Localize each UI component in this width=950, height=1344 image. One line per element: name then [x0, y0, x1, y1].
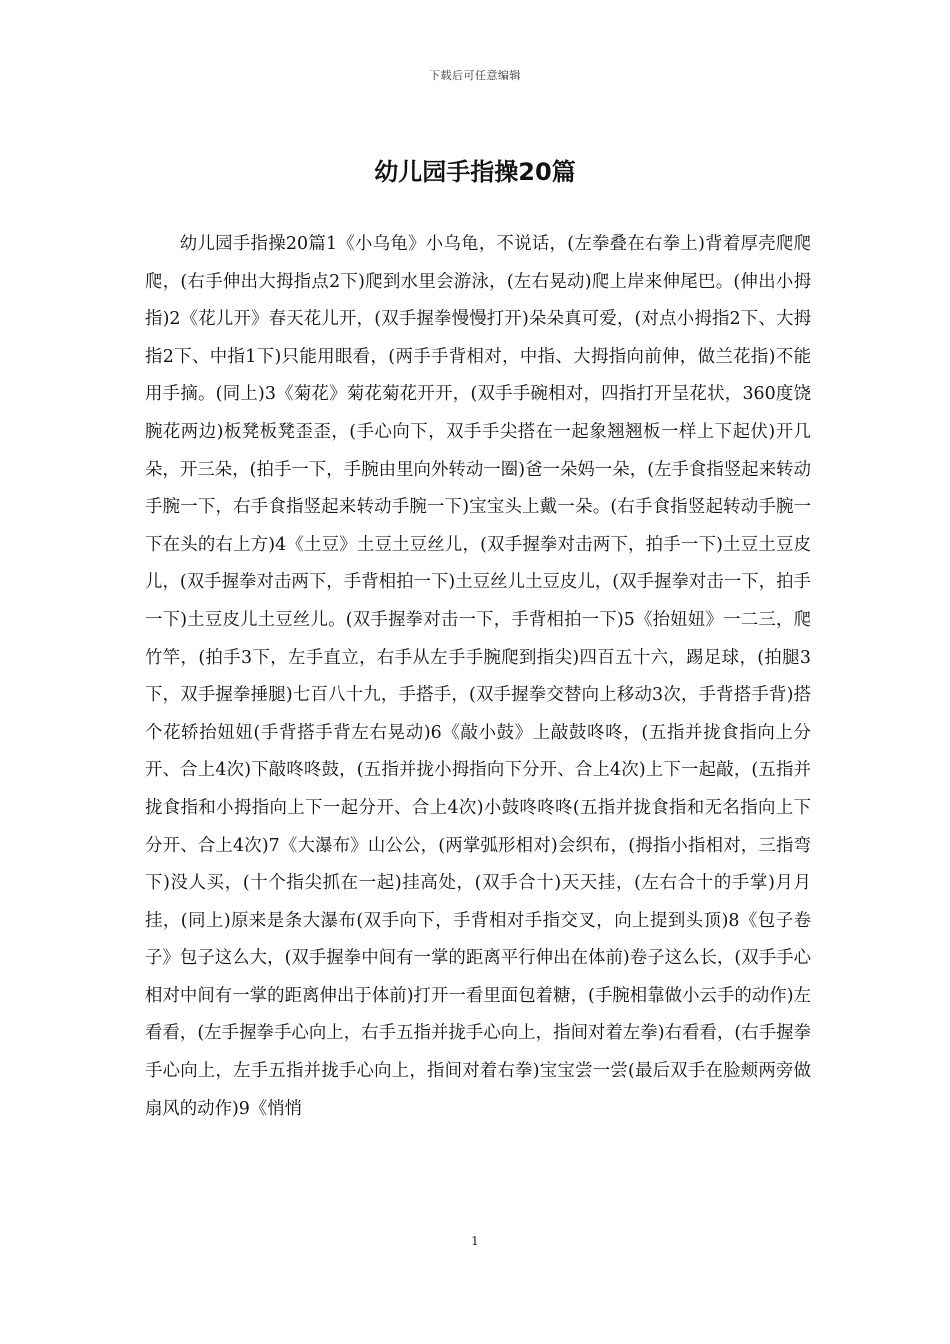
page-number: 1: [471, 1234, 479, 1248]
document-title: 幼儿园手指操20篇: [374, 158, 576, 186]
document-body: 幼儿园手指操20篇1《小乌龟》小乌龟，不说话，(左拳叠在右拳上)背着厚壳爬爬爬，(右手伸出大拇指点2下)爬到水里会游泳，(左右晃动)爬上岸来伸尾巴。(伸出小拇指)2《花儿开》春天花儿开，(双手握拳慢慢打开)朵朵真可爱，(对点小拇指2下、大拇指2下、中指1下)只能用眼看，(两手手背相对，中指、大拇指向前伸，做兰花指)不能用手摘。(同上)3《菊花》菊花菊花开开，(双手手碗相对，四指打开呈花状，360度饶腕花两边)板凳板凳歪歪，(手心向下，双手手尖搭在一起象翘翘板一样上下起伏)开几朵，开三朵，(拍手一下，手腕由里向外转动一圈)爸一朵妈一朵，(左手食指竖起来转动手腕一下，右手食指竖起来转动手腕一下)宝宝头上戴一朵。(右手食指竖起转动手腕一下在头的右上方)4《土豆》土豆土豆丝儿，(双手握拳对击两下，拍手一下)土豆土豆皮儿，(双手握拳对击两下，手背相拍一下)土豆丝儿土豆皮儿，(双手握拳对击一下，拍手一下)土豆皮儿土豆丝儿。(双手握拳对击一下，手背相拍一下)5《抬妞妞》一二三，爬竹竿，(拍手3下，左手直立，右手从左手手腕爬到指尖)四百五十六，踢足球，(拍腿3下，双手握拳捶腿)七百八十九，手搭手，(双手握拳交替向上移动3次，手背搭手背)搭个花轿抬妞妞(手背搭手背左右晃动)6《敲小鼓》上敲鼓咚咚，(五指并拢食指向上分开、合上4次)下敲咚咚鼓，(五指并拢小拇指向下分开、合上4次)上下一起敲，(五指并拢食指和小拇指向上下一起分开、合上4次)小鼓咚咚咚(五指并拢食指和无名指向上下分开、合上4次)7《大瀑布》山公公，(两掌弧形相对)会织布，(拇指小指相对，三指弯下)没人买，(十个指尖抓在一起)挂高处，(双手合十)天天挂，(左右合十的手掌)月月挂，(同上)原来是条大瀑布(双手向下，手背相对手指交叉，向上提到头顶)8《包子卷子》包子这么大，(双手握拳中间有一掌的距离平行伸出在体前)卷子这么长，(双手手心相对中间有一掌的距离伸出于体前)打开一看里面包着糖，(手腕相靠做小云手的动作)左看看，(左手握拳手心向上，右手五指并拢手心向上，指间对着左拳)右看看，(右手握拳手心向上，左手五指并拢手心向上，指间对着右拳)宝宝尝一尝(最后双手在脸颊两旁做扇风的动作)9《悄悄: [145, 234, 811, 1119]
header-note: 下载后可任意编辑: [429, 69, 521, 82]
